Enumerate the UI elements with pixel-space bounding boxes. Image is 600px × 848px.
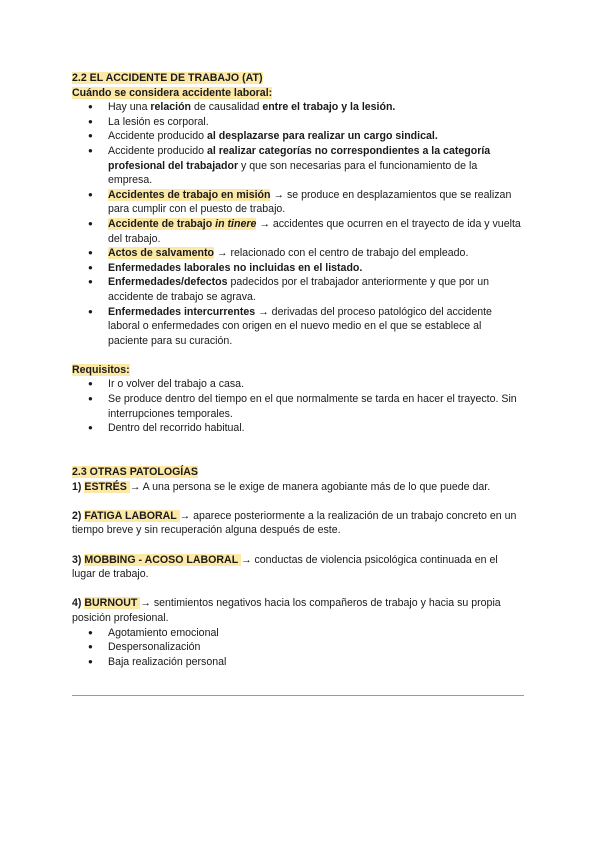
list-item: ● Despersonalización bbox=[108, 640, 524, 655]
section-title-patologias: 2.3 OTRAS PATOLOGÍAS bbox=[72, 466, 198, 479]
list-item: ● Hay una relación de causalidad entre el trabajo y la lesión. bbox=[108, 100, 524, 115]
list-item: ● Ir o volver del trabajo a casa. bbox=[108, 377, 524, 392]
requisitos-list bbox=[72, 377, 524, 435]
list-item: ● Enfermedades/defectos padecidos por el trabajador anteriormente y que por un accidente de trabajo se agrava. bbox=[108, 275, 524, 304]
accidente-list bbox=[72, 100, 524, 348]
patologia-estres: 1) ESTRÉS → A una persona se le exige de manera agobiante más de lo que puede dar. bbox=[72, 480, 491, 493]
burnout-list bbox=[72, 626, 524, 670]
list-item: ● Enfermedades laborales no incluidas en el listado. bbox=[108, 261, 524, 276]
list-item: ● Agotamiento emocional bbox=[108, 626, 524, 641]
patologia-mobbing: 3) MOBBING - ACOSO LABORAL → conductas de violencia psicológica continuada en el lugar de trabajo. bbox=[72, 553, 498, 581]
horizontal-divider bbox=[72, 695, 524, 696]
requisitos-title: Requisitos: bbox=[72, 363, 130, 376]
patologia-burnout: 4) BURNOUT → sentimientos negativos hacia los compañeros de trabajo y hacia su propia posición profesional. bbox=[72, 597, 501, 624]
list-item: ● Baja realización personal bbox=[108, 655, 524, 670]
list-item: ● Accidentes de trabajo en misión → se produce en desplazamientos que se realizan para cumplir con el puesto de trabajo. bbox=[108, 188, 524, 217]
list-item: ● La lesión es corporal. bbox=[108, 115, 524, 130]
list-item: ● Dentro del recorrido habitual. bbox=[108, 421, 524, 436]
document-content bbox=[72, 71, 524, 669]
list-item: ● Actos de salvamento → relacionado con el centro de trabajo del empleado. bbox=[108, 246, 524, 261]
list-item: ● Accidente producido al realizar categorías no correspondientes a la categoría profesional del trabajador y que son necesarias para el funcionamiento de la empresa. bbox=[108, 144, 524, 188]
patologia-fatiga: 2) FATIGA LABORAL → aparece posteriormente a la realización de un trabajo concreto en un tiempo breve y sin recuperación alguna después de este. bbox=[72, 509, 517, 537]
list-item: ● Enfermedades intercurrentes → derivadas del proceso patológico del accidente laboral o enfermedades con origen en el nuevo medio en el que se establece al paciente para su curación. bbox=[108, 305, 524, 349]
list-item: ● Accidente producido al desplazarse para realizar un cargo sindical. bbox=[108, 129, 524, 144]
section-subtitle-cuando: Cuándo se considera accidente laboral: bbox=[72, 86, 273, 99]
list-item: ● Accidente de trabajo in tinere → accidentes que ocurren en el trayecto de ida y vuelta del trabajo. bbox=[108, 217, 524, 246]
section-title-accidente: 2.2 EL ACCIDENTE DE TRABAJO (AT) bbox=[72, 72, 263, 84]
list-item: ● Se produce dentro del tiempo en el que normalmente se tarda en hacer el trayecto. Sin interrupciones temporales. bbox=[108, 392, 524, 421]
